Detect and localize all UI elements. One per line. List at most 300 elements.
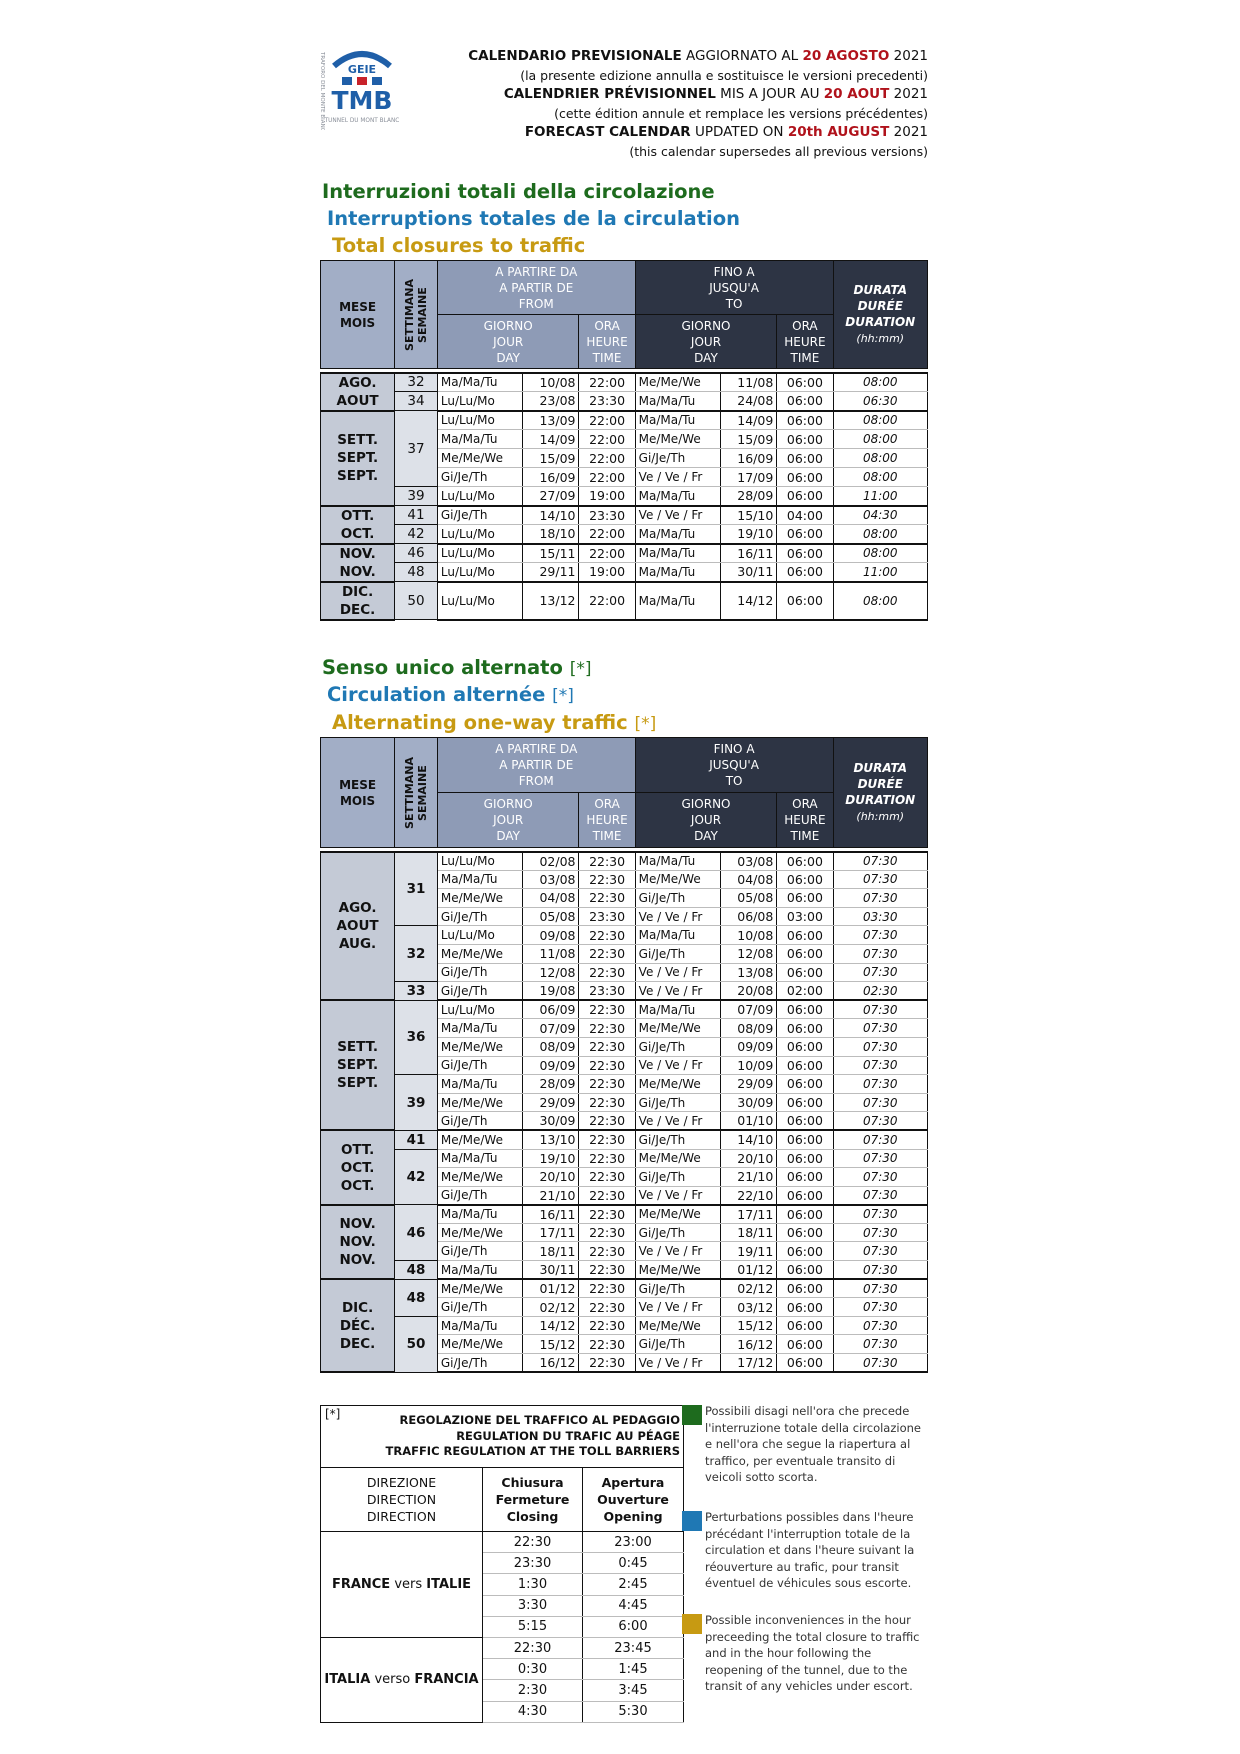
month-cell: AGO. AOUT <box>321 373 395 411</box>
duration: 07:30 <box>833 1075 928 1094</box>
table-row <box>321 373 928 392</box>
logo-top-text: GEIE <box>347 63 377 76</box>
to-time: 06:00 <box>777 1037 833 1056</box>
to-day: Me/Me/We <box>635 1075 720 1094</box>
to-date: 19/11 <box>721 1242 777 1261</box>
from-time: 22:30 <box>579 963 635 982</box>
to-day: Ve / Ve / Fr <box>635 982 720 1001</box>
to-day: Gi/Je/Th <box>635 449 720 468</box>
to-day: Ve / Ve / Fr <box>635 1186 720 1205</box>
from-time: 22:30 <box>579 1335 635 1354</box>
from-time: 22:30 <box>579 1186 635 1205</box>
duration: 08:00 <box>833 430 928 449</box>
duration: 07:30 <box>833 1186 928 1205</box>
month-cell: OTT. OCT. OCT. <box>321 1130 395 1204</box>
from-date: 02/12 <box>523 1298 579 1317</box>
toll-opening: 23:45 <box>583 1637 684 1658</box>
duration: 07:30 <box>833 1242 928 1261</box>
duration: 03:30 <box>833 907 928 926</box>
to-time: 06:00 <box>777 1316 833 1335</box>
toll-row <box>321 1532 684 1553</box>
from-time: 22:30 <box>579 1168 635 1187</box>
to-time: 06:00 <box>777 1168 833 1187</box>
to-time: 06:00 <box>777 1205 833 1224</box>
col-to-day: GIORNO JOUR DAY <box>635 793 777 848</box>
col-to-day: GIORNO JOUR DAY <box>635 315 777 369</box>
to-time: 06:00 <box>777 926 833 945</box>
toll-row <box>321 1637 684 1658</box>
week-cell: 42 <box>395 525 438 544</box>
table-row <box>321 506 928 525</box>
to-time: 06:00 <box>777 544 833 563</box>
from-day: Lu/Lu/Mo <box>437 487 522 506</box>
table-row <box>321 563 928 582</box>
col-from: A PARTIRE DA A PARTIR DE FROM <box>437 738 635 793</box>
to-day: Ve / Ve / Fr <box>635 468 720 487</box>
from-date: 30/11 <box>523 1261 579 1280</box>
from-time: 22:00 <box>579 449 635 468</box>
from-time: 22:30 <box>579 1223 635 1242</box>
from-date: 27/09 <box>523 487 579 506</box>
to-date: 12/08 <box>721 944 777 963</box>
duration: 07:30 <box>833 1316 928 1335</box>
month-cell: NOV. NOV. NOV. <box>321 1205 395 1279</box>
from-date: 18/11 <box>523 1242 579 1261</box>
from-day: Ma/Ma/Tu <box>437 1075 522 1094</box>
col-from-day: GIORNO JOUR DAY <box>437 793 579 848</box>
to-day: Ve / Ve / Fr <box>635 1242 720 1261</box>
toll-col-direction: DIREZIONE DIRECTION DIRECTION <box>321 1468 483 1532</box>
from-date: 13/10 <box>523 1130 579 1149</box>
to-day: Ma/Ma/Tu <box>635 1000 720 1019</box>
col-week: SETTIMANA SEMAINE <box>395 261 438 369</box>
to-time: 06:00 <box>777 373 833 392</box>
from-time: 19:00 <box>579 487 635 506</box>
to-time: 06:00 <box>777 1093 833 1112</box>
from-time: 22:30 <box>579 1037 635 1056</box>
table-row <box>321 1205 928 1224</box>
month-cell: NOV. NOV. <box>321 544 395 582</box>
duration: 08:00 <box>833 544 928 563</box>
from-day: Lu/Lu/Mo <box>437 582 522 620</box>
from-date: 20/10 <box>523 1168 579 1187</box>
from-time: 22:30 <box>579 1019 635 1038</box>
duration: 07:30 <box>833 1279 928 1298</box>
to-time: 06:00 <box>777 411 833 430</box>
legend-fr-swatch <box>682 1511 702 1531</box>
from-day: Me/Me/We <box>437 889 522 908</box>
header-fr-sub: (cette édition annule et remplace les versions précédentes) <box>554 106 928 121</box>
to-day: Gi/Je/Th <box>635 944 720 963</box>
week-cell: 34 <box>395 392 438 411</box>
duration: 07:30 <box>833 1130 928 1149</box>
from-time: 22:30 <box>579 1093 635 1112</box>
month-cell: AGO. AOUT AUG. <box>321 852 395 1001</box>
week-cell: 48 <box>395 1279 438 1316</box>
duration: 07:30 <box>833 944 928 963</box>
to-date: 22/10 <box>721 1186 777 1205</box>
toll-opening: 2:45 <box>583 1574 684 1595</box>
from-time: 22:30 <box>579 1316 635 1335</box>
from-day: Me/Me/We <box>437 1093 522 1112</box>
legend-en: Possible inconveniences in the hour preceeding the total closure to traffic and in the hour following the reopening of the tunnel, due to the transit of any vehicles under escort. <box>705 1612 930 1695</box>
duration: 07:30 <box>833 1354 928 1373</box>
toll-opening: 6:00 <box>583 1616 684 1637</box>
from-day: Gi/Je/Th <box>437 963 522 982</box>
toll-opening: 5:30 <box>583 1701 684 1722</box>
to-time: 06:00 <box>777 1000 833 1019</box>
from-day: Gi/Je/Th <box>437 982 522 1001</box>
to-day: Ve / Ve / Fr <box>635 1112 720 1131</box>
from-day: Gi/Je/Th <box>437 1298 522 1317</box>
from-day: Me/Me/We <box>437 1223 522 1242</box>
table-row <box>321 982 928 1001</box>
logo-main-text: TMB <box>331 86 393 115</box>
month-cell: OTT. OCT. <box>321 506 395 544</box>
to-day: Ve / Ve / Fr <box>635 1056 720 1075</box>
from-date: 07/09 <box>523 1019 579 1038</box>
col-month: MESE MOIS <box>321 738 395 848</box>
to-date: 30/11 <box>721 563 777 582</box>
from-day: Lu/Lu/Mo <box>437 563 522 582</box>
to-time: 03:00 <box>777 907 833 926</box>
to-time: 06:00 <box>777 1019 833 1038</box>
from-date: 14/09 <box>523 430 579 449</box>
from-time: 19:00 <box>579 563 635 582</box>
to-time: 06:00 <box>777 944 833 963</box>
from-date: 19/08 <box>523 982 579 1001</box>
from-time: 22:00 <box>579 468 635 487</box>
alternating-table <box>320 737 928 1373</box>
from-day: Gi/Je/Th <box>437 506 522 525</box>
from-time: 22:30 <box>579 870 635 889</box>
from-date: 09/08 <box>523 926 579 945</box>
from-time: 22:30 <box>579 1000 635 1019</box>
from-time: 22:30 <box>579 1149 635 1168</box>
from-day: Lu/Lu/Mo <box>437 411 522 430</box>
to-date: 30/09 <box>721 1093 777 1112</box>
from-day: Ma/Ma/Tu <box>437 1316 522 1335</box>
header-en-sub: (this calendar supersedes all previous versions) <box>629 144 928 159</box>
toll-col-closing: Chiusura Fermeture Closing <box>483 1468 583 1532</box>
toll-opening: 0:45 <box>583 1553 684 1574</box>
toll-closing: 1:30 <box>483 1574 583 1595</box>
to-time: 06:00 <box>777 1186 833 1205</box>
from-date: 15/11 <box>523 544 579 563</box>
to-date: 17/11 <box>721 1205 777 1224</box>
week-cell: 50 <box>395 1316 438 1372</box>
toll-opening: 4:45 <box>583 1595 684 1616</box>
from-time: 22:30 <box>579 1130 635 1149</box>
to-time: 06:00 <box>777 1261 833 1280</box>
to-date: 17/09 <box>721 468 777 487</box>
legend-en-swatch <box>682 1614 702 1634</box>
to-day: Me/Me/We <box>635 1261 720 1280</box>
week-cell: 37 <box>395 411 438 487</box>
to-date: 06/08 <box>721 907 777 926</box>
from-day: Lu/Lu/Mo <box>437 852 522 871</box>
from-day: Gi/Je/Th <box>437 907 522 926</box>
from-day: Ma/Ma/Tu <box>437 1019 522 1038</box>
to-date: 20/10 <box>721 1149 777 1168</box>
month-cell: SETT. SEPT. SEPT. <box>321 411 395 506</box>
from-day: Me/Me/We <box>437 1279 522 1298</box>
to-date: 03/12 <box>721 1298 777 1317</box>
logo-bottom-text: TUNNEL DU MONT BLANC <box>324 118 400 124</box>
col-month: MESE MOIS <box>321 261 395 369</box>
col-duration: DURATA DURÉE DURATION (hh:mm) <box>833 261 928 369</box>
from-day: Ma/Ma/Tu <box>437 430 522 449</box>
to-date: 29/09 <box>721 1075 777 1094</box>
from-date: 01/12 <box>523 1279 579 1298</box>
table-row <box>321 1149 928 1168</box>
table-row <box>321 487 928 506</box>
from-day: Me/Me/We <box>437 1037 522 1056</box>
week-cell: 42 <box>395 1149 438 1205</box>
from-day: Gi/Je/Th <box>437 1112 522 1131</box>
duration: 07:30 <box>833 870 928 889</box>
duration: 07:30 <box>833 1298 928 1317</box>
to-time: 06:00 <box>777 889 833 908</box>
duration: 06:30 <box>833 392 928 411</box>
table-row <box>321 525 928 544</box>
to-time: 06:00 <box>777 1075 833 1094</box>
from-time: 22:00 <box>579 525 635 544</box>
to-time: 06:00 <box>777 1335 833 1354</box>
to-date: 24/08 <box>721 392 777 411</box>
to-time: 06:00 <box>777 392 833 411</box>
from-date: 15/09 <box>523 449 579 468</box>
section1-title-en: Total closures to traffic <box>332 234 586 257</box>
toll-opening: 1:45 <box>583 1659 684 1680</box>
to-day: Ma/Ma/Tu <box>635 582 720 620</box>
direction-fr-it: FRANCE vers ITALIE <box>321 1532 483 1638</box>
to-time: 06:00 <box>777 1130 833 1149</box>
calendar-header <box>468 47 928 161</box>
week-cell: 46 <box>395 544 438 563</box>
table-row <box>321 926 928 945</box>
duration: 02:30 <box>833 982 928 1001</box>
to-date: 05/08 <box>721 889 777 908</box>
to-day: Gi/Je/Th <box>635 1335 720 1354</box>
to-day: Ve / Ve / Fr <box>635 1298 720 1317</box>
from-date: 15/12 <box>523 1335 579 1354</box>
from-date: 10/08 <box>523 373 579 392</box>
month-cell: SETT. SEPT. SEPT. <box>321 1000 395 1130</box>
to-day: Me/Me/We <box>635 373 720 392</box>
table-row <box>321 1130 928 1149</box>
from-date: 29/09 <box>523 1093 579 1112</box>
week-cell: 48 <box>395 563 438 582</box>
toll-title: [*] REGOLAZIONE DEL TRAFFICO AL PEDAGGIO REGULATION DU TRAFIC AU PÉAGE TRAFFIC REGULATION AT THE TOLL BARRIERS <box>321 1406 684 1468</box>
from-day: Me/Me/We <box>437 1130 522 1149</box>
month-cell: DIC. DÉC. DEC. <box>321 1279 395 1372</box>
to-time: 06:00 <box>777 582 833 620</box>
tmb-logo <box>318 46 406 130</box>
duration: 08:00 <box>833 373 928 392</box>
to-day: Ma/Ma/Tu <box>635 852 720 871</box>
to-day: Ma/Ma/Tu <box>635 487 720 506</box>
from-day: Lu/Lu/Mo <box>437 525 522 544</box>
to-day: Gi/Je/Th <box>635 1168 720 1187</box>
header-it: CALENDARIO PREVISIONALE AGGIORNATO AL 20 AGOSTO 2021 <box>468 48 928 64</box>
section1-title-it: Interruzioni totali della circolazione <box>322 180 715 203</box>
to-time: 06:00 <box>777 1354 833 1373</box>
to-day: Ma/Ma/Tu <box>635 926 720 945</box>
duration: 04:30 <box>833 506 928 525</box>
duration: 07:30 <box>833 1149 928 1168</box>
col-to: FINO A JUSQU'A TO <box>635 738 833 793</box>
to-day: Ve / Ve / Fr <box>635 1354 720 1373</box>
col-week: SETTIMANA SEMAINE <box>395 738 438 848</box>
duration: 08:00 <box>833 468 928 487</box>
from-time: 22:30 <box>579 852 635 871</box>
from-date: 06/09 <box>523 1000 579 1019</box>
to-time: 06:00 <box>777 563 833 582</box>
duration: 07:30 <box>833 1223 928 1242</box>
duration: 08:00 <box>833 525 928 544</box>
from-time: 22:30 <box>579 944 635 963</box>
to-date: 02/12 <box>721 1279 777 1298</box>
legend-it-swatch <box>682 1405 702 1425</box>
to-date: 19/10 <box>721 525 777 544</box>
from-date: 11/08 <box>523 944 579 963</box>
from-time: 23:30 <box>579 907 635 926</box>
to-time: 06:00 <box>777 1056 833 1075</box>
from-time: 22:30 <box>579 926 635 945</box>
to-time: 06:00 <box>777 468 833 487</box>
from-day: Gi/Je/Th <box>437 1186 522 1205</box>
duration: 07:30 <box>833 1205 928 1224</box>
section1-title-fr: Interruptions totales de la circulation <box>327 207 740 230</box>
from-day: Me/Me/We <box>437 449 522 468</box>
from-date: 16/09 <box>523 468 579 487</box>
to-time: 06:00 <box>777 1112 833 1131</box>
legend-it: Possibili disagi nell'ora che precede l'interruzione totale della circolazione e nell'ora che segue la riapertura al traffico, per eventuale transito di veicoli sotto scorta. <box>705 1403 930 1486</box>
duration: 07:30 <box>833 1037 928 1056</box>
month-cell: DIC. DEC. <box>321 582 395 620</box>
to-time: 06:00 <box>777 1298 833 1317</box>
duration: 07:30 <box>833 1261 928 1280</box>
header-fr: CALENDRIER PRÉVISIONNEL MIS A JOUR AU 20 AOUT 2021 <box>503 86 928 102</box>
from-date: 08/09 <box>523 1037 579 1056</box>
to-date: 16/09 <box>721 449 777 468</box>
week-cell: 32 <box>395 926 438 982</box>
week-cell: 50 <box>395 582 438 620</box>
to-date: 14/09 <box>721 411 777 430</box>
to-date: 01/12 <box>721 1261 777 1280</box>
to-day: Me/Me/We <box>635 870 720 889</box>
section2-title-it: Senso unico alternato [*] <box>322 656 592 679</box>
from-day: Lu/Lu/Mo <box>437 1000 522 1019</box>
table-row <box>321 1316 928 1335</box>
toll-col-opening: Apertura Ouverture Opening <box>583 1468 684 1532</box>
week-cell: 32 <box>395 373 438 392</box>
to-date: 16/12 <box>721 1335 777 1354</box>
to-date: 04/08 <box>721 870 777 889</box>
week-cell: 41 <box>395 506 438 525</box>
from-day: Ma/Ma/Tu <box>437 1205 522 1224</box>
table-row <box>321 1000 928 1019</box>
table-row <box>321 1279 928 1298</box>
from-day: Ma/Ma/Tu <box>437 373 522 392</box>
from-time: 22:30 <box>579 1075 635 1094</box>
direction-it-fr: ITALIA verso FRANCIA <box>321 1637 483 1722</box>
to-time: 06:00 <box>777 1279 833 1298</box>
to-date: 17/12 <box>721 1354 777 1373</box>
toll-closing: 2:30 <box>483 1680 583 1701</box>
logo-side-text: TRAFORO DEL MONTE BIANCO <box>319 52 325 130</box>
to-date: 13/08 <box>721 963 777 982</box>
from-time: 22:30 <box>579 889 635 908</box>
from-date: 29/11 <box>523 563 579 582</box>
from-date: 02/08 <box>523 852 579 871</box>
week-cell: 33 <box>395 982 438 1001</box>
col-from: A PARTIRE DA A PARTIR DE FROM <box>437 261 635 315</box>
from-day: Lu/Lu/Mo <box>437 926 522 945</box>
from-time: 22:30 <box>579 1242 635 1261</box>
from-day: Lu/Lu/Mo <box>437 392 522 411</box>
to-day: Ve / Ve / Fr <box>635 506 720 525</box>
to-time: 06:00 <box>777 1223 833 1242</box>
from-day: Gi/Je/Th <box>437 1354 522 1373</box>
week-cell: 31 <box>395 852 438 926</box>
from-date: 13/09 <box>523 411 579 430</box>
from-day: Me/Me/We <box>437 1335 522 1354</box>
to-date: 21/10 <box>721 1168 777 1187</box>
col-duration: DURATA DURÉE DURATION (hh:mm) <box>833 738 928 848</box>
from-time: 22:30 <box>579 1354 635 1373</box>
from-time: 22:30 <box>579 1279 635 1298</box>
duration: 07:30 <box>833 926 928 945</box>
duration: 07:30 <box>833 1000 928 1019</box>
table-row <box>321 1075 928 1094</box>
table-row <box>321 852 928 871</box>
to-time: 06:00 <box>777 852 833 871</box>
from-date: 14/12 <box>523 1316 579 1335</box>
toll-opening: 3:45 <box>583 1680 684 1701</box>
from-day: Me/Me/We <box>437 944 522 963</box>
to-day: Gi/Je/Th <box>635 1037 720 1056</box>
duration: 07:30 <box>833 1056 928 1075</box>
toll-regulation-table <box>320 1405 684 1723</box>
to-time: 06:00 <box>777 487 833 506</box>
section2-title-fr: Circulation alternée [*] <box>327 683 574 706</box>
to-day: Me/Me/We <box>635 1149 720 1168</box>
to-time: 06:00 <box>777 1149 833 1168</box>
to-day: Gi/Je/Th <box>635 1130 720 1149</box>
from-time: 22:00 <box>579 582 635 620</box>
duration: 07:30 <box>833 1093 928 1112</box>
to-date: 15/12 <box>721 1316 777 1335</box>
from-date: 16/11 <box>523 1205 579 1224</box>
duration: 07:30 <box>833 963 928 982</box>
to-date: 03/08 <box>721 852 777 871</box>
from-time: 22:30 <box>579 1298 635 1317</box>
duration: 11:00 <box>833 487 928 506</box>
to-time: 06:00 <box>777 430 833 449</box>
to-date: 28/09 <box>721 487 777 506</box>
from-time: 22:00 <box>579 430 635 449</box>
from-date: 14/10 <box>523 506 579 525</box>
to-day: Ve / Ve / Fr <box>635 963 720 982</box>
to-day: Gi/Je/Th <box>635 1279 720 1298</box>
closures-table <box>320 260 928 621</box>
duration: 07:30 <box>833 1019 928 1038</box>
duration: 08:00 <box>833 411 928 430</box>
to-date: 15/10 <box>721 506 777 525</box>
to-time: 06:00 <box>777 870 833 889</box>
